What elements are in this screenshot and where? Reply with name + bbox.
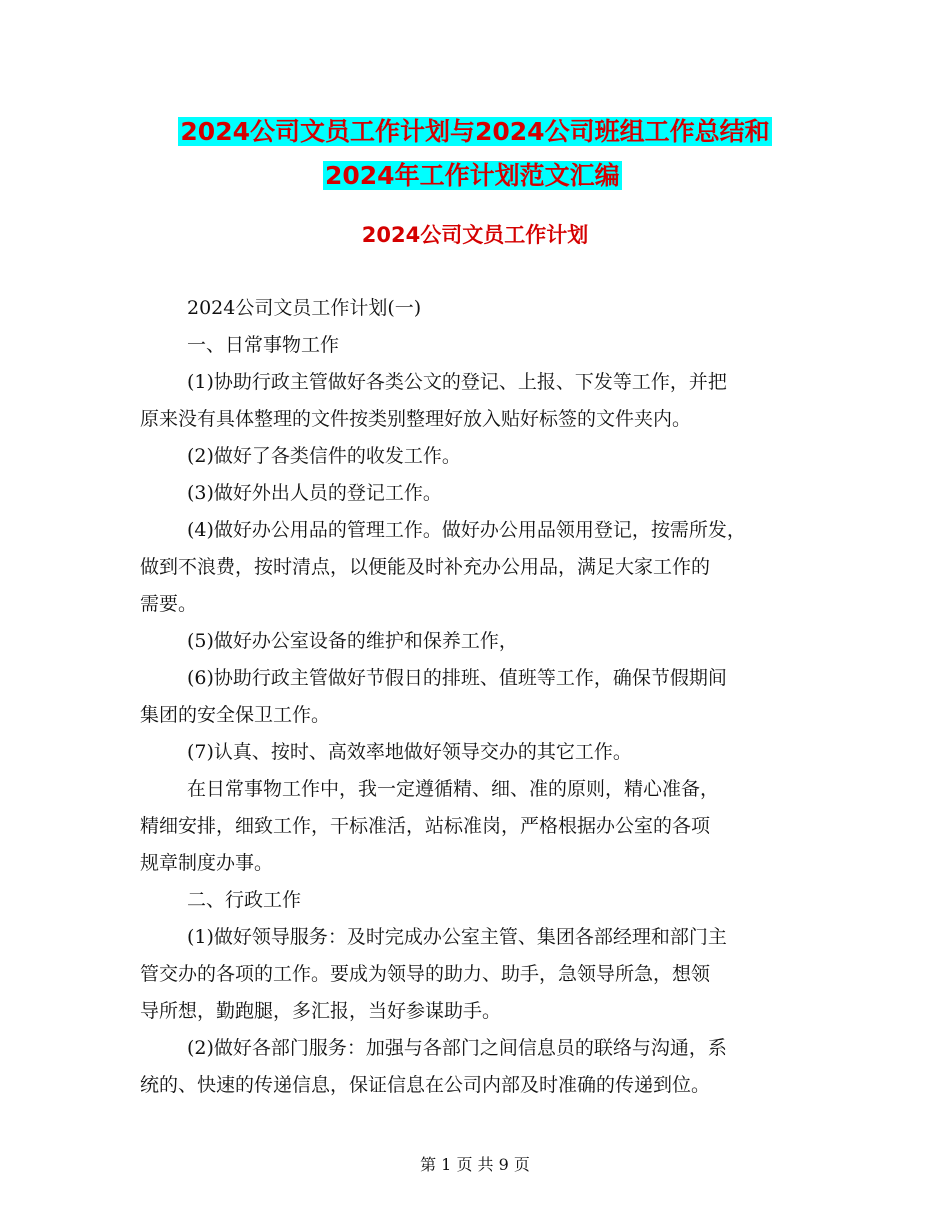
paragraph	[140, 475, 820, 512]
main-title-line-2-text: 2024年工作计划范文汇编	[325, 161, 620, 190]
paragraph-line: (1)协助行政主管做好各类公文的登记、上报、下发等工作，并把	[187, 371, 727, 393]
paragraph-line: 一、日常事物工作	[187, 334, 340, 356]
paragraph	[140, 660, 820, 734]
paragraph-line: (3)做好外出人员的登记工作。	[187, 482, 442, 504]
paragraph-line: 2024公司文员工作计划(一)	[187, 297, 422, 319]
paragraph	[140, 1030, 820, 1104]
paragraph-line: 精细安排，细致工作，干标准活，站标准岗，严格根据办公室的各项	[140, 815, 711, 837]
main-title-line-1	[0, 112, 950, 152]
paragraph-line: 规章制度办事。	[140, 852, 274, 874]
paragraph	[140, 734, 820, 771]
paragraph-line: 做到不浪费，按时清点，以便能及时补充办公用品，满足大家工作的	[140, 556, 711, 578]
paragraph-line: (2)做好了各类信件的收发工作。	[187, 445, 461, 467]
paragraph-line: 二、行政工作	[187, 889, 302, 911]
paragraph-line: 管交办的各项的工作。要成为领导的助力、助手，急领导所急，想领	[140, 963, 711, 985]
paragraph-line: 导所想，勤跑腿，多汇报，当好参谋助手。	[140, 1000, 502, 1022]
paragraph-line: (1)做好领导服务：及时完成办公室主管、集团各部经理和部门主	[187, 926, 727, 948]
main-title-line-1-text: 2024公司文员工作计划与2024公司班组工作总结和	[180, 117, 770, 146]
paragraph-line: (4)做好办公用品的管理工作。做好办公用品领用登记，按需所发，	[187, 519, 746, 541]
paragraph-line: (5)做好办公室设备的维护和保养工作，	[187, 630, 518, 652]
paragraph	[140, 364, 820, 438]
paragraph-line: (2)做好各部门服务：加强与各部门之间信息员的联络与沟通，系	[187, 1037, 727, 1059]
section-title: 2024公司文员工作计划	[361, 223, 589, 247]
main-title-line-2	[0, 156, 950, 196]
paragraph	[140, 512, 820, 623]
paragraph	[140, 623, 820, 660]
paragraph-line: (6)协助行政主管做好节假日的排班、值班等工作，确保节假期间	[187, 667, 727, 689]
paragraph	[140, 327, 820, 364]
paragraph	[140, 882, 820, 919]
paragraph	[140, 290, 820, 327]
paragraph-line: 原来没有具体整理的文件按类别整理好放入贴好标签的文件夹内。	[140, 408, 692, 430]
paragraph-line: 集团的安全保卫工作。	[140, 704, 331, 726]
paragraph	[140, 771, 820, 882]
paragraph-line: (7)认真、按时、高效率地做好领导交办的其它工作。	[187, 741, 632, 763]
paragraph	[140, 919, 820, 1030]
paragraph-line: 统的、快速的传递信息，保证信息在公司内部及时准确的传递到位。	[140, 1074, 711, 1096]
paragraph-line: 在日常事物工作中，我一定遵循精、细、准的原则，精心准备，	[187, 778, 720, 800]
page-footer: 第 1 页 共 9 页	[420, 1155, 530, 1174]
document-body	[140, 290, 820, 1104]
paragraph-line: 需要。	[140, 593, 198, 615]
paragraph	[140, 438, 820, 475]
